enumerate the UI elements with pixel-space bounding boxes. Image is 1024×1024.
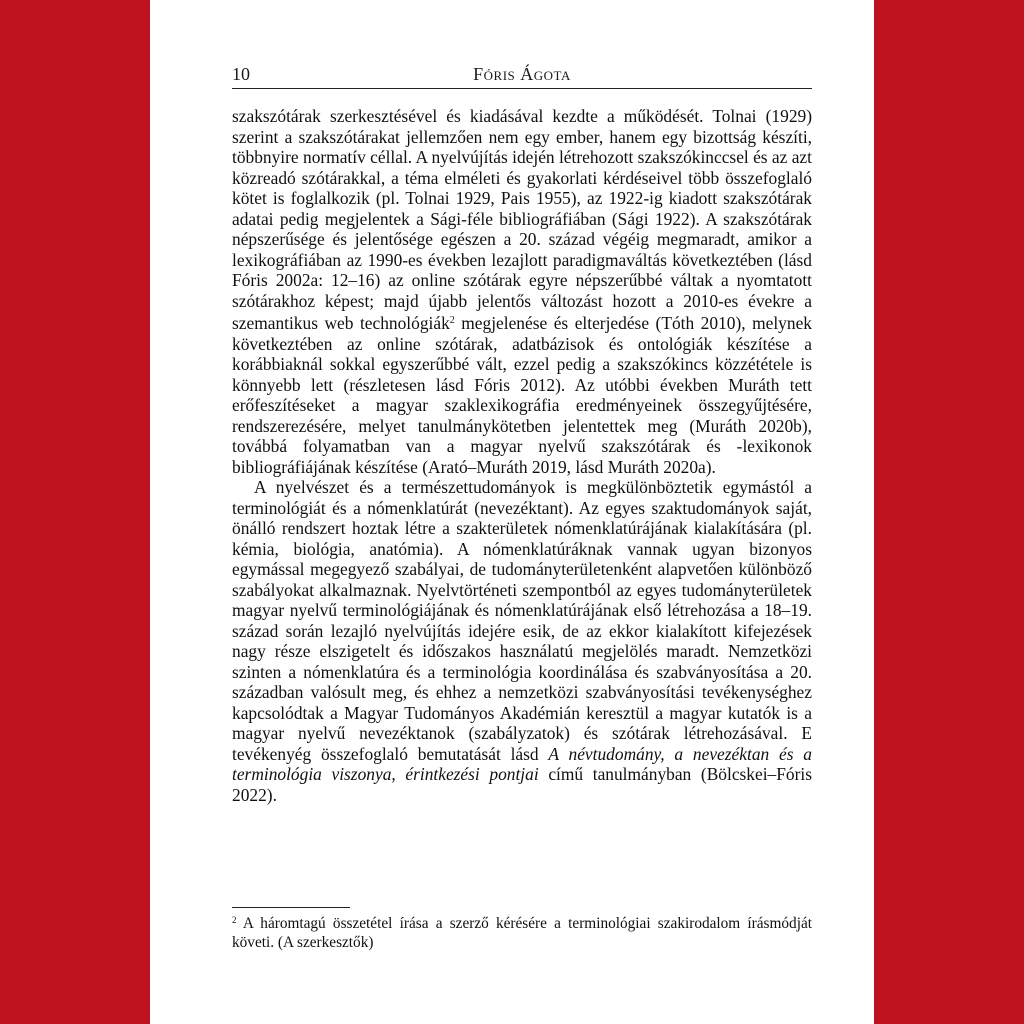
paragraph-2-italic-title: A névtudomány, a nevezéktan és a terminológia viszonya, érintkezési pontjai — [232, 743, 812, 784]
paragraph-2-part-a: A nyelvészet és a természettudományok is megkülönböztetik egymástól a terminológiát és a nómenklatúrát (nevezéktant). Az egyes szaktudományok saját, önálló rendszert hoztak létre a szakterületek nómenklatúrájának kialakítására (pl. kémia, biológia, anatómia). A nómenklatúráknak vannak ugyan bizonyos egymással megegyező szabályai, de tudományterületenként alapvetően különböző szabályokat alkalmaznak. Nyelvtörténeti szempontból az egyes tudományterületek magyar nyelvű terminológiájának és nómenklatúrájának első létrehozása a 18–19. század során lezajló nyelvújítás idejére esik, de az ekkor kialakított kifejezések nagy része elszigetelt és időszakos használatú megjelölés maradt. Nemzetközi szinten a nómenklatúra és a terminológia koordinálása és szabványosítása a 20. században valósult meg, és ehhez a nemzetközi szabványosítási tevékenységhez kapcsolódtak a Magyar Tudományos Akadémián keresztül a magyar kutatók is a magyar nyelvű nevezéktanok (szabályzatok) és szótárak létrehozásával. E tevékenyég összefoglaló bemutatását lásd — [232, 477, 812, 764]
paragraph-2 — [232, 477, 812, 805]
footnote — [232, 911, 812, 952]
footnote-text: A háromtagú összetétel írása a szerző kérésére a terminológiai szakirodalom írásmódját követi. (A szerkesztők) — [232, 915, 812, 951]
footnote-marker: 2 — [232, 915, 237, 925]
running-header — [232, 62, 812, 89]
paragraph-1-part-a: szakszótárak szerkesztésével és kiadásával kezdte a működését. Tolnai (1929) szerint a szakszótárakat jellemzően nem egy ember, hanem egy bizottság készíti, többnyire normatív céllal. A nyelvújítás idején létrehozott szakszókinccsel és az azt közreadó szótárakkal, a téma elméleti és gyakorlati kérdéseivel több összefoglaló kötet is foglalkozik (pl. Tolnai 1929, Pais 1955), az 1922-ig kiadott szakszótárak adatai pedig megjelentek a Sági-féle bibliográfiában (Sági 1922). A szakszótárak népszerűsége és jelentősége egészen a 20. század végéig megmaradt, amikor a lexikográfiában az 1990-es években lezajlott paradigmaváltás következtében (lásd Fóris 2002a: 12–16) az online szótárak egyre népszerűbbé váltak a nyomtatott szótárakhoz képest; majd újabb jelentős változást hozott a 2010-es évekre a szemantikus web technológiák — [232, 106, 812, 333]
paragraph-1-part-b: megjelenése és elterjedése (Tóth 2010), melynek következtében az online szótárak, adatbázisok és ontológiák készítése a korábbiaknál sokkal egyszerűbbé vált, ezzel pedig a szakszókincs közzététele is könnyebb lett (részletesen lásd Fóris 2012). Az utóbbi években Muráth tett erőfeszítéseket a magyar szaklexikográfia eredményeinek összegyűjtésére, rendszerezésére, melyet tanulmánykötetben jelentettek meg (Muráth 2020b), továbbá folyamatban van a magyar nyelvű szakszótárak és -lexikonok bibliográfiájának készítése (Arató–Muráth 2019, lásd Muráth 2020a). — [232, 313, 812, 477]
footnote-reference: 2 — [449, 315, 455, 326]
page-number: 10 — [232, 64, 250, 84]
book-page — [150, 0, 874, 1024]
paragraph-1 — [232, 106, 812, 477]
running-head-author: Fóris Ágota — [473, 64, 571, 84]
footnote-divider — [232, 907, 350, 908]
body-text — [232, 106, 812, 805]
paragraph-2-part-b: című tanulmányban (Bölcskei–Fóris 2022). — [232, 764, 812, 805]
